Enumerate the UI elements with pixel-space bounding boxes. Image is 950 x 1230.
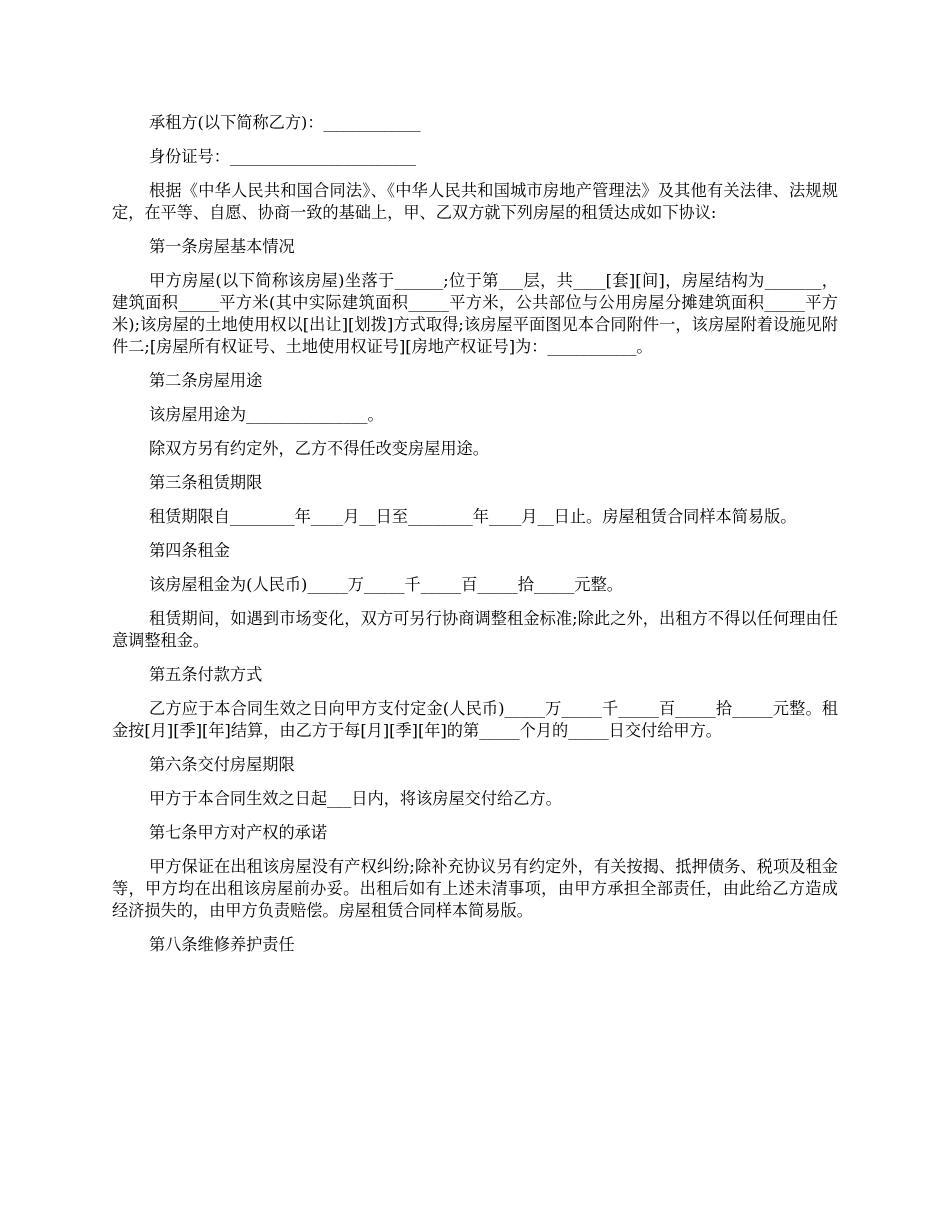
- article-3-heading: 第三条租赁期限: [149, 473, 263, 492]
- article-6-heading: 第六条交付房屋期限: [149, 755, 295, 774]
- article-1-heading: 第一条房屋基本情况: [149, 237, 295, 256]
- article-7-heading: 第七条甲方对产权的承诺: [149, 823, 328, 842]
- article-6-body: 甲方于本合同生效之日起___日内，将该房屋交付给乙方。: [149, 789, 562, 808]
- article-4-heading: 第四条租金: [149, 541, 230, 560]
- article-4-body-2: 租赁期间，如遇到市场变化，双方可另行协商调整租金标准;除此之外，出租方不得以任何理由任意调整租金。: [112, 609, 838, 650]
- article-5-heading: 第五条付款方式: [149, 665, 263, 684]
- document-page: [112, 112, 838, 968]
- id-number-line: 身份证号：_______________________: [149, 147, 417, 166]
- article-1-body: 甲方房屋(以下简称该房屋)坐落于______;位于第___层，共____[套][间]，房屋结构为_______，建筑面积_____平方米(其中实际建筑面积_____平方米，公共部位与公用房屋分摊建筑面积_____平方米);该房屋的土地使用权以[出让][划拨]方式取得;该房屋平面图见本合同附件一，该房屋附着设施见附件二;[房屋所有权证号、土地使用权证号][房地产权证号]为：___________。: [112, 271, 838, 356]
- lessee-line: 承租方(以下简称乙方)：____________: [149, 113, 421, 132]
- article-2-body-1: 该房屋用途为_______________。: [149, 405, 384, 424]
- article-2-body-2: 除双方另有约定外，乙方不得任改变房屋用途。: [149, 439, 489, 458]
- article-8-heading: 第八条维修养护责任: [149, 935, 295, 954]
- preamble-paragraph: 根据《中华人民共和国合同法》、《中华人民共和国城市房地产管理法》及其他有关法律、法规规定，在平等、自愿、协商一致的基础上，甲、乙双方就下列房屋的租赁达成如下协议:: [112, 181, 838, 222]
- article-5-body: 乙方应于本合同生效之日向甲方支付定金(人民币)_____万_____千_____百_____拾_____元整。租金按[月][季][年]结算，由乙方于每[月][季][年]的第_____个月的_____日交付给甲方。: [112, 699, 838, 740]
- article-3-body: 租赁期限自________年____月__日至________年____月__日止。房屋租赁合同样本简易版。: [149, 507, 797, 526]
- article-7-body: 甲方保证在出租该房屋没有产权纠纷;除补充协议另有约定外，有关按揭、抵押债务、税项及租金等，甲方均在出租该房屋前办妥。出租后如有上述未清事项，由甲方承担全部责任，由此给乙方造成经济损失的，由甲方负责赔偿。房屋租赁合同样本简易版。: [112, 857, 838, 920]
- article-4-body-1: 该房屋租金为(人民币)_____万_____千_____百_____拾_____元整。: [149, 575, 623, 594]
- article-2-heading: 第二条房屋用途: [149, 371, 263, 390]
